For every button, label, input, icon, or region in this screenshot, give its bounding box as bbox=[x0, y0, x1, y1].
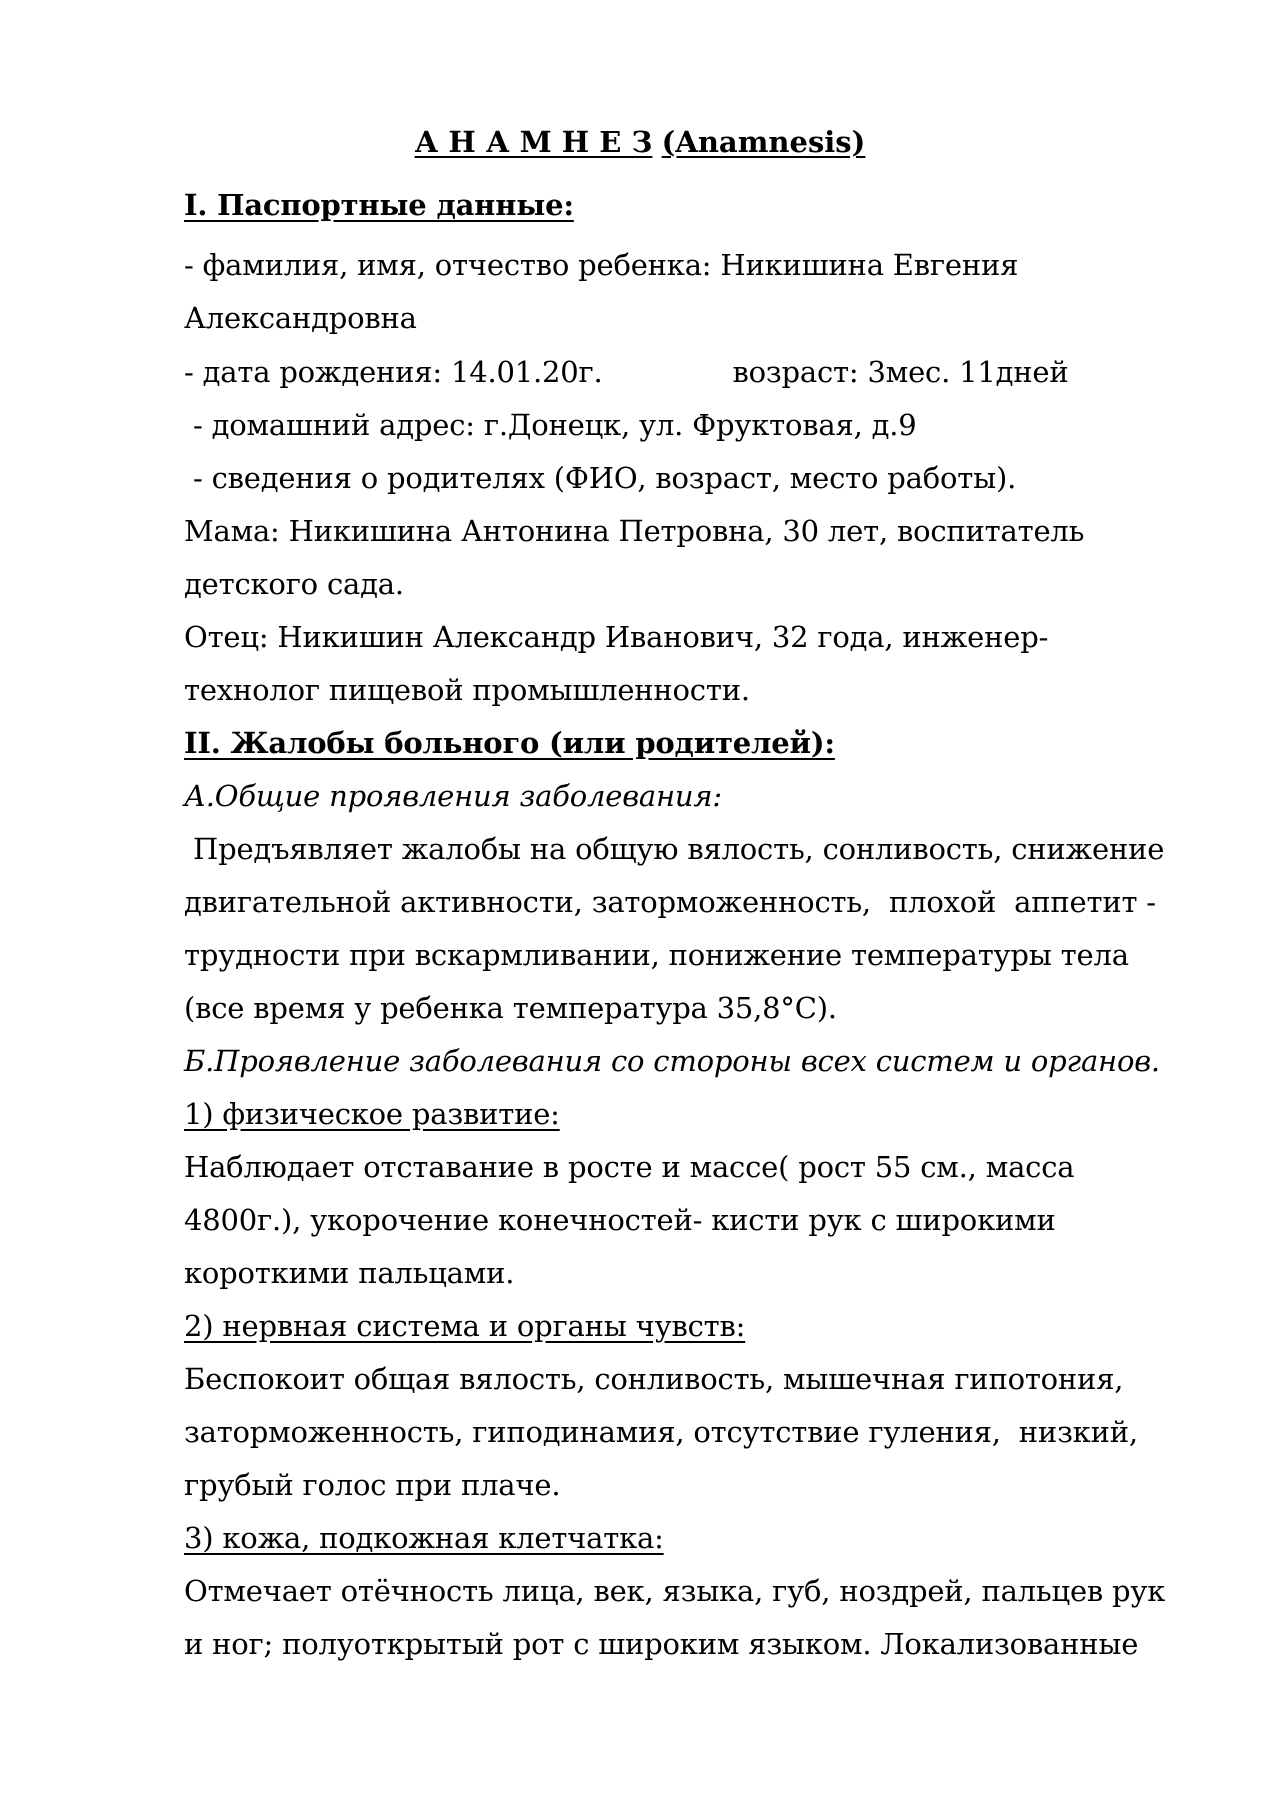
physical-development-line-3: короткими пальцами. bbox=[184, 1256, 515, 1290]
general-symptoms-line-3: трудности при вскармливании, понижение температуры тела bbox=[184, 938, 1129, 972]
nervous-system-line-2: заторможенность, гиподинамия, отсутствие гуления, низкий, bbox=[184, 1415, 1138, 1449]
section-2-heading: II. Жалобы больного (или родителей): bbox=[184, 726, 835, 760]
child-name-line-2: Александровна bbox=[184, 301, 417, 335]
title-sub: (Anamnesis) bbox=[661, 125, 866, 159]
nervous-system-heading: 2) нервная система и органы чувств: bbox=[184, 1309, 746, 1343]
nervous-system-line-1: Беспокоит общая вялость, сонливость, мышечная гипотония, bbox=[184, 1362, 1124, 1396]
dob-age-line bbox=[184, 354, 1069, 390]
general-symptoms-line-2: двигательной активности, заторможенность, плохой аппетит - bbox=[184, 885, 1156, 919]
section-1-heading: I. Паспортные данные: bbox=[184, 188, 574, 222]
parents-info-line: - сведения о родителях (ФИО, возраст, место работы). bbox=[184, 461, 1017, 495]
general-symptoms-line-1: Предъявляет жалобы на общую вялость, сонливость, снижение bbox=[184, 832, 1165, 866]
mother-line-1: Мама: Никишина Антонина Петровна, 30 лет, воспитатель bbox=[184, 514, 1085, 548]
mother-line-2: детского сада. bbox=[184, 567, 404, 601]
physical-development-line-2: 4800г.), укорочение конечностей- кисти рук с широкими bbox=[184, 1203, 1056, 1237]
general-symptoms-line-4: (все время у ребенка температура 35,8°С). bbox=[184, 991, 837, 1025]
father-line-1: Отец: Никишин Александр Иванович, 32 года, инженер- bbox=[184, 620, 1049, 654]
child-name-line-1: - фамилия, имя, отчество ребенка: Никишина Евгения bbox=[184, 248, 1019, 282]
skin-heading: 3) кожа, подкожная клетчатка: bbox=[184, 1521, 664, 1555]
document-title bbox=[0, 124, 1280, 160]
age: возраст: 3мес. 11дней bbox=[732, 355, 1069, 389]
date-of-birth: - дата рождения: 14.01.20г. bbox=[184, 355, 603, 389]
systems-heading: Б.Проявление заболевания со стороны всех систем и органов. bbox=[184, 1044, 1160, 1078]
skin-line-2: и ног; полуоткрытый рот с широким языком. Локализованные bbox=[184, 1627, 1139, 1661]
physical-development-line-1: Наблюдает отставание в росте и массе( рост 55 см., масса bbox=[184, 1150, 1075, 1184]
home-address: - домашний адрес: г.Донецк, ул. Фруктовая, д.9 bbox=[184, 408, 917, 442]
title-main: А Н А М Н Е З bbox=[414, 125, 653, 159]
nervous-system-line-3: грубый голос при плаче. bbox=[184, 1468, 561, 1502]
physical-development-heading: 1) физическое развитие: bbox=[184, 1097, 560, 1131]
father-line-2: технолог пищевой промышленности. bbox=[184, 673, 750, 707]
skin-line-1: Отмечает отёчность лица, век, языка, губ, ноздрей, пальцев рук bbox=[184, 1574, 1166, 1608]
general-symptoms-heading: А.Общие проявления заболевания: bbox=[184, 779, 722, 813]
